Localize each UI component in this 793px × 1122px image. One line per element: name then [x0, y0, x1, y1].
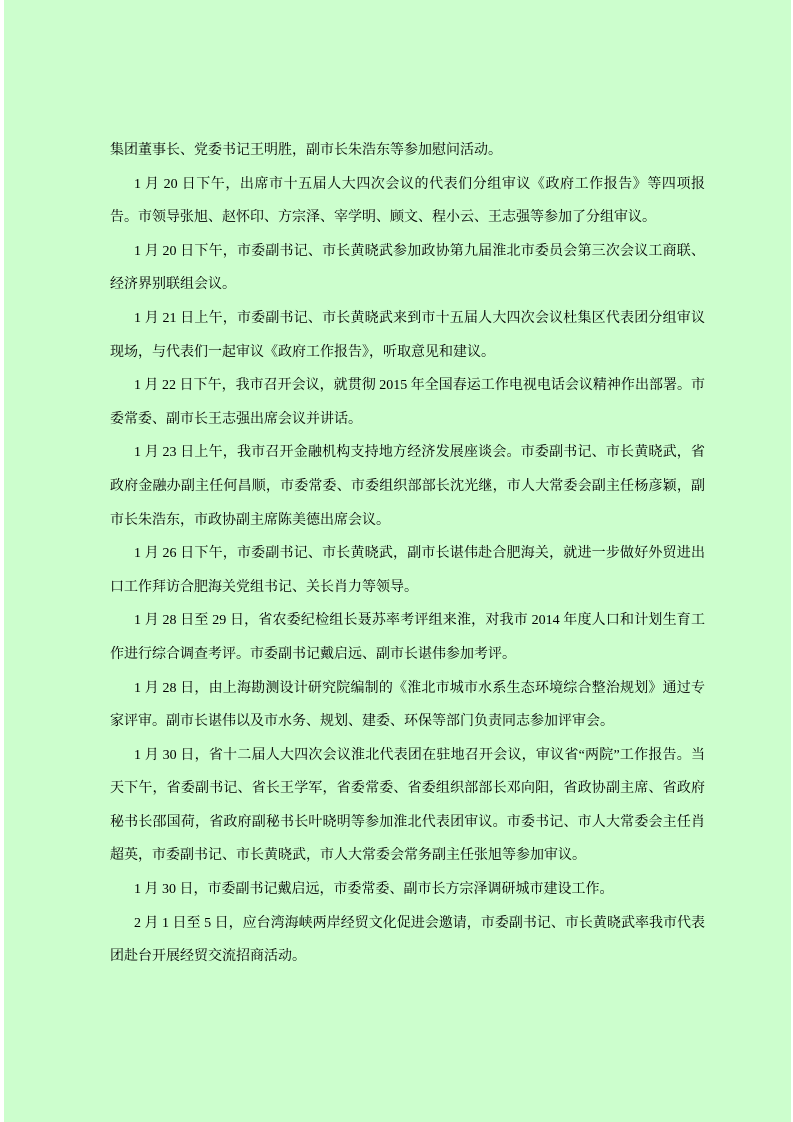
paragraph-3: 1 月 20 日下午，市委副书记、市长黄晓武参加政协第九届淮北市委员会第三次会议工商联、经济界别联组会议。 — [110, 243, 705, 293]
paragraph-4: 1 月 21 日上午，市委副书记、市长黄晓武来到市十五届人大四次会议杜集区代表团分组审议现场，与代表们一起审议《政府工作报告》，听取意见和建议。 — [110, 310, 705, 360]
paragraph-11: 1 月 30 日，市委副书记戴启远，市委常委、副市长方宗泽调研城市建设工作。 — [134, 882, 614, 898]
document-text-block — [110, 134, 705, 974]
paragraph-12: 2 月 1 日至 5 日，应台湾海峡两岸经贸文化促进会邀请，市委副书记、市长黄晓武率我市代表团赴台开展经贸交流招商活动。 — [110, 915, 705, 965]
paragraph-9: 1 月 28 日，由上海勘测设计研究院编制的《淮北市城市水系生态环境综合整治规划》通过专家评审。副市长谌伟以及市水务、规划、建委、环保等部门负责同志参加评审会。 — [110, 680, 705, 730]
paragraph-7: 1 月 26 日下午，市委副书记、市长黄晓武，副市长谌伟赴合肥海关，就进一步做好外贸进出口工作拜访合肥海关党组书记、关长肖力等领导。 — [110, 546, 705, 595]
paragraph-6: 1 月 23 日上午，我市召开金融机构支持地方经济发展座谈会。市委副书记、市长黄晓武，省政府金融办副主任何昌顺，市委常委、市委组织部部长沈光继，市人大常委会副主任杨彦颖，副市长朱浩东，市政协副主席陈美德出席会议。 — [110, 445, 705, 528]
paragraph-10: 1 月 30 日，省十二届人大四次会议淮北代表团在驻地召开会议，审议省“两院”工作报告。当天下午，省委副书记、省长王学军，省委常委、省委组织部部长邓向阳，省政协副主席、省政府秘书长邵国荷，省政府副秘书长叶晓明等参加淮北代表团审议。市委书记、市人大常委会主任肖超英，市委副书记、市长黄晓武，市人大常委会常务副主任张旭等参加审议。 — [110, 747, 705, 864]
paragraph-8: 1 月 28 日至 29 日，省农委纪检组长聂苏率考评组来淮，对我市 2014 年度人口和计划生育工作进行综合调查考评。市委副书记戴启远、副市长谌伟参加考评。 — [110, 613, 705, 662]
paragraph-5: 1 月 22 日下午，我市召开会议，就贯彻 2015 年全国春运工作电视电话会议精神作出部署。市委常委、副市长王志强出席会议并讲话。 — [110, 378, 705, 427]
page-sheet — [4, 0, 791, 1122]
paragraph-2: 1 月 20 日下午，出席市十五届人大四次会议的代表们分组审议《政府工作报告》等四项报告。市领导张旭、赵怀印、方宗泽、宰学明、顾文、程小云、王志强等参加了分组审议。 — [110, 176, 705, 226]
paragraph-1: 集团董事长、党委书记王明胜，副市长朱浩东等参加慰问活动。 — [110, 143, 502, 158]
